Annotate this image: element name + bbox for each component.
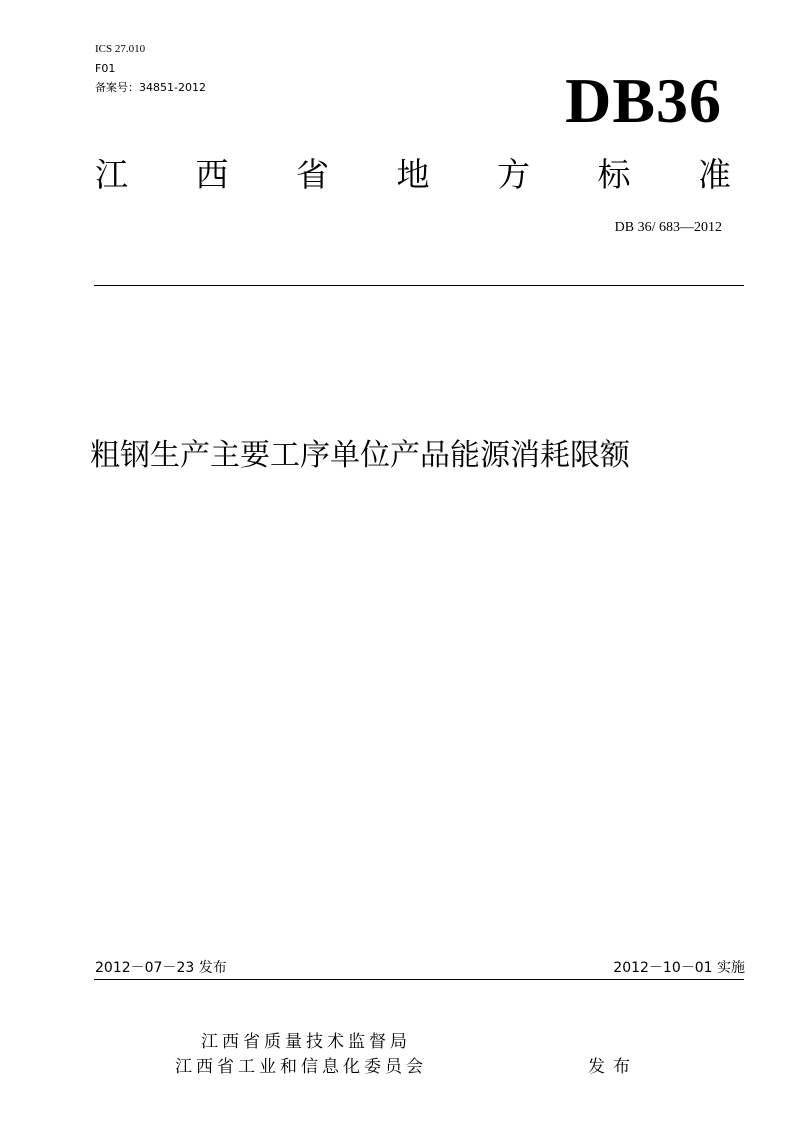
implementation-date: 2012－10－01 实施 [613,960,745,976]
ics-code: ICS 27.010 [95,43,146,55]
issuer-quality-bureau: 江西省质量技术监督局 [201,1032,411,1052]
standard-type-char: 省 [296,155,329,194]
dates-row [95,958,745,980]
standard-code-logo: DB36 [565,65,722,136]
standard-type-char: 标 [597,155,631,194]
issuer-industry-committee: 江西省工业和信息化委员会 [175,1057,427,1077]
standard-type-heading [95,153,731,197]
top-divider [94,285,744,286]
standard-type-char: 准 [698,155,731,194]
bottom-divider [94,979,744,980]
record-number: 备案号：34851-2012 [95,81,206,94]
issuing-authorities [175,1030,427,1080]
standard-type-char: 地 [396,155,430,194]
standard-type-char: 方 [497,155,530,194]
standard-type-char: 西 [195,155,229,194]
publish-label: 发布 [588,1057,638,1077]
standard-number: DB 36/ 683—2012 [614,220,722,235]
standard-type-char: 江 [95,155,128,194]
header-meta [95,40,206,97]
document-title: 粗钢生产主要工序单位产品能源消耗限额 [90,438,630,473]
issue-date: 2012－07－23 发布 [95,960,227,976]
classification-code: F01 [95,62,116,75]
